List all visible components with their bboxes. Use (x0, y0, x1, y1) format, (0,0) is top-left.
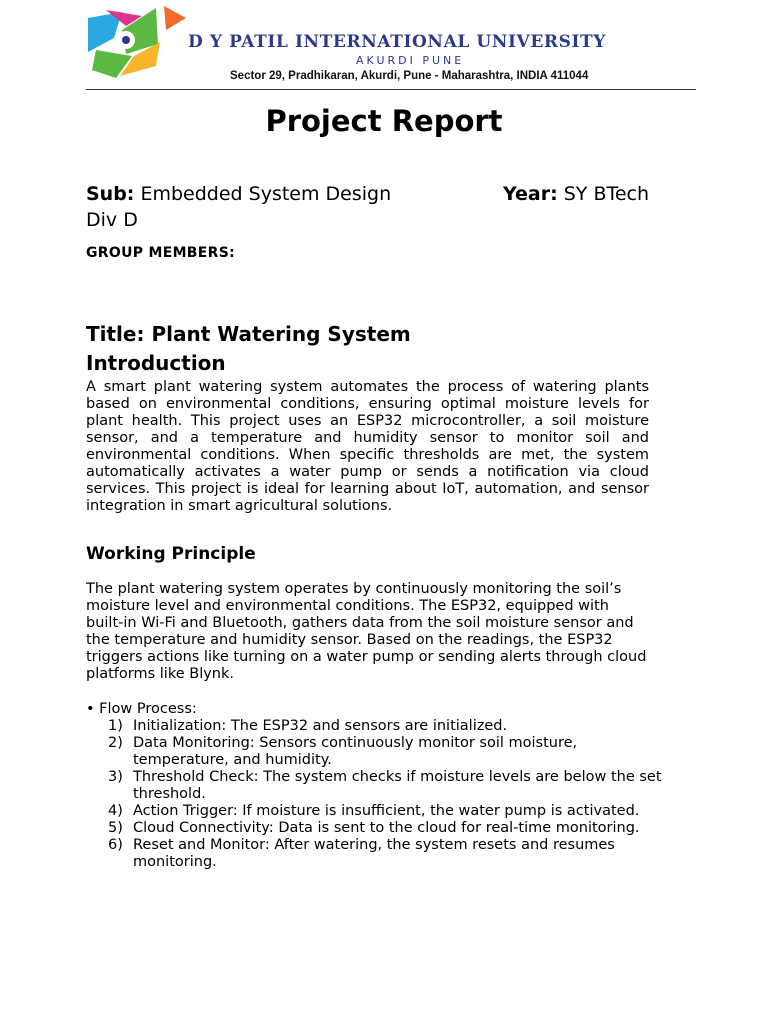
list-item (108, 820, 668, 837)
list-item-number: 2) (108, 735, 123, 751)
list-item-number: 4) (108, 803, 123, 819)
list-item-text: Reset and Monitor: After watering, the system resets and resumes monitoring. (133, 837, 615, 870)
list-item-number: 6) (108, 837, 123, 853)
group-members-label: GROUP MEMBERS: (86, 245, 235, 261)
introduction-paragraph: A smart plant watering system automates the process of watering plants based on environmental conditions, ensuring optimal moisture levels for plant health. This project uses an ESP32 microcontroller, a soil moisture sensor, and a temperature and humidity sensor to monitor soil and environmental conditions. When specific thresholds are met, the system automatically activates a water pump or sends a notification via cloud services. This project is ideal for learning about IoT, automation, and sensor integration in smart agricultural solutions. (86, 379, 649, 514)
list-item-number: 5) (108, 820, 123, 836)
year-label: Year: (503, 183, 558, 205)
university-address: Sector 29, Pradhikaran, Akurdi, Pune - Maharashtra, INDIA 411044 (230, 70, 589, 82)
year-line (503, 183, 649, 205)
report-title: Project Report (265, 104, 503, 138)
list-item-text: Action Trigger: If moisture is insufficient, the water pump is activated. (133, 803, 640, 819)
year-value: SY BTech (563, 183, 650, 205)
university-city: AKURDI PUNE (356, 54, 465, 67)
list-item (108, 769, 668, 803)
subject-line (86, 183, 391, 205)
introduction-heading: Introduction (86, 351, 226, 375)
subject-label: Sub: (86, 183, 135, 205)
working-principle-heading: Working Principle (86, 544, 256, 564)
list-item (108, 735, 668, 769)
list-item-text: Cloud Connectivity: Data is sent to the cloud for real-time monitoring. (133, 820, 640, 836)
university-name: D Y PATIL INTERNATIONAL UNIVERSITY (188, 32, 607, 52)
dypiu-logo-icon (86, 4, 190, 80)
list-item-text: Threshold Check: The system checks if moisture levels are below the set threshold. (133, 769, 662, 802)
subject-value: Embedded System Design (140, 183, 392, 205)
flow-process-heading: • Flow Process: (86, 701, 197, 717)
list-item (108, 803, 668, 820)
project-title: Title: Plant Watering System (86, 322, 411, 346)
working-principle-paragraph: The plant watering system operates by continuously monitoring the soil’s moisture level and environmental conditions. The ESP32, equipped with built-in Wi-Fi and Bluetooth, gathers data from the soil moisture sensor and the temperature and humidity sensor. Based on the readings, the ESP32 triggers actions like turning on a water pump or sending alerts through cloud platforms like Blynk. (86, 581, 647, 682)
list-item (108, 837, 668, 871)
flow-process-list (108, 718, 668, 871)
list-item-number: 3) (108, 769, 123, 785)
list-item (108, 718, 668, 735)
list-item-text: Data Monitoring: Sensors continuously monitor soil moisture, temperature, and humidity. (133, 735, 578, 768)
division-value: Div D (86, 209, 138, 231)
header-divider (86, 89, 696, 90)
list-item-text: Initialization: The ESP32 and sensors are initialized. (133, 718, 508, 734)
list-item-number: 1) (108, 718, 123, 734)
